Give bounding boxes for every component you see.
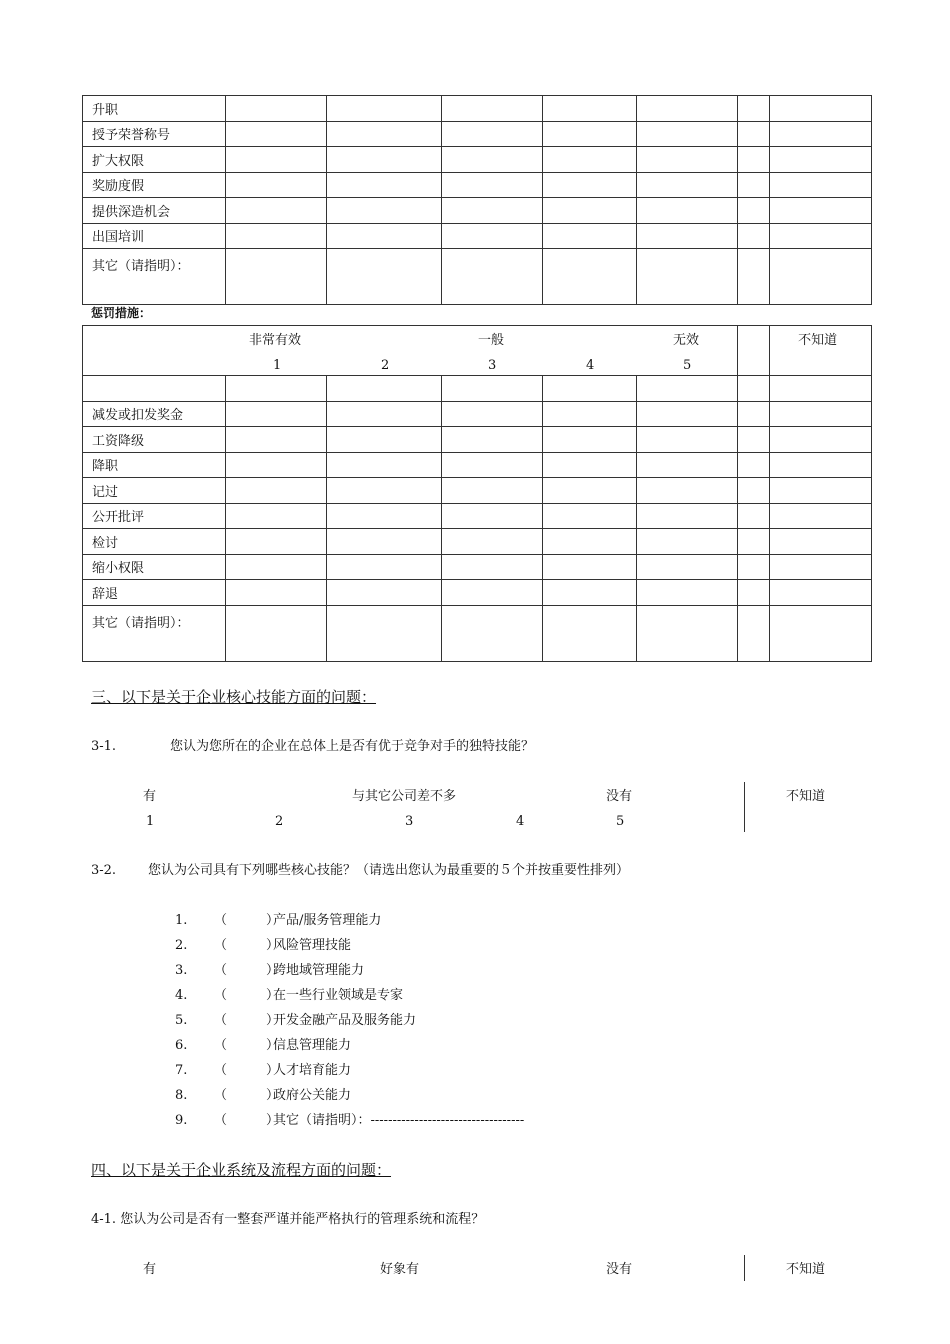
option-text: 产品/服务管理能力 <box>273 913 382 928</box>
scale-number: 4 <box>586 358 595 373</box>
row-label: 升职 <box>83 96 226 122</box>
table-row <box>83 503 872 529</box>
table-row-other <box>83 605 872 661</box>
row-label: 辞退 <box>83 580 226 606</box>
table-row <box>83 96 872 122</box>
question-3-1-text: 您认为您所在的企业在总体上是否有优于竞争对手的独特技能？ <box>170 739 535 754</box>
option-number: 1. <box>175 913 188 928</box>
table-row <box>83 223 872 249</box>
scale-label-very-effective: 非常有效 <box>249 333 302 348</box>
option-text: 政府公关能力 <box>273 1088 352 1103</box>
option-number: 2. <box>175 938 188 953</box>
scale-label-dont-know[interactable]: 不知道 <box>786 789 826 804</box>
scale-label-yes[interactable]: 有 <box>143 789 157 804</box>
option-number: 5. <box>175 1013 188 1028</box>
table-row <box>83 401 872 427</box>
option-text: 人才培育能力 <box>273 1063 352 1078</box>
table-row <box>83 147 872 173</box>
option-number: 6. <box>175 1038 188 1053</box>
table-row <box>83 529 872 555</box>
row-label: 提供深造机会 <box>83 198 226 224</box>
scale-label-no[interactable]: 没有 <box>606 1262 633 1277</box>
option-text: 风险管理技能 <box>273 938 352 953</box>
row-label: 检讨 <box>83 529 226 555</box>
scale-header-row <box>83 326 872 376</box>
table-row <box>83 478 872 504</box>
option-number: 9. <box>175 1113 188 1128</box>
section-4-title: 四、以下是关于企业系统及流程方面的问题： <box>91 1161 392 1179</box>
punish-heading: 惩罚措施： <box>91 306 152 320</box>
row-label: 缩小权限 <box>83 554 226 580</box>
table-row <box>83 580 872 606</box>
scale-label-dont-know: 不知道 <box>798 333 838 348</box>
scale-number[interactable]: 3 <box>405 814 414 829</box>
row-label: 降职 <box>83 452 226 478</box>
table-row <box>83 172 872 198</box>
option-number: 8. <box>175 1088 188 1103</box>
row-label-other: 其它（请指明）： <box>83 605 226 661</box>
section-3-title: 三、以下是关于企业核心技能方面的问题： <box>91 688 377 706</box>
table-row-blank <box>83 376 872 402</box>
option-number: 7. <box>175 1063 188 1078</box>
table-row <box>83 198 872 224</box>
option-text: 信息管理能力 <box>273 1038 352 1053</box>
row-label-other: 其它（请指明）： <box>83 249 226 305</box>
row-label: 奖励度假 <box>83 172 226 198</box>
option-number: 4. <box>175 988 188 1003</box>
rank-blank[interactable]: （ ） <box>214 913 280 928</box>
scale-divider <box>744 782 745 832</box>
option-text: 开发金融产品及服务能力 <box>273 1013 417 1028</box>
row-label: 减发或扣发奖金 <box>83 401 226 427</box>
scale-label-seems-yes[interactable]: 好象有 <box>380 1262 420 1277</box>
rank-blank[interactable]: （ ） <box>214 988 280 1003</box>
row-label: 公开批评 <box>83 503 226 529</box>
scale-number: 2 <box>381 358 390 373</box>
option-text: 在一些行业领域是专家 <box>273 988 404 1003</box>
option-text: 其它（请指明）：----------------------------------- <box>273 1113 525 1128</box>
question-3-2-number: 3-2. <box>91 863 117 878</box>
question-3-2-text: 您认为公司具有下列哪些核心技能？（请选出您认为最重要的５个并按重要性排列） <box>148 863 630 878</box>
rank-blank[interactable]: （ ） <box>214 1013 280 1028</box>
scale-header-dont-know <box>770 326 872 376</box>
row-label: 扩大权限 <box>83 147 226 173</box>
table-row-other <box>83 249 872 305</box>
row-label: 授予荣誉称号 <box>83 121 226 147</box>
scale-divider <box>744 1255 745 1281</box>
option-text: 跨地域管理能力 <box>273 963 365 978</box>
rank-blank[interactable]: （ ） <box>214 1038 280 1053</box>
row-label: 工资降级 <box>83 427 226 453</box>
table-row <box>83 121 872 147</box>
scale-label-no[interactable]: 没有 <box>606 789 633 804</box>
question-3-1-number: 3-1. <box>91 739 117 754</box>
scale-label-average: 一般 <box>478 333 505 348</box>
option-number: 3. <box>175 963 188 978</box>
row-label: 记过 <box>83 478 226 504</box>
table-row <box>83 452 872 478</box>
rank-blank[interactable]: （ ） <box>214 1113 280 1128</box>
question-4-1-text: 4-1. 您认为公司是否有一整套严谨并能严格执行的管理系统和流程？ <box>91 1212 485 1227</box>
scale-label-ineffective: 无效 <box>673 333 700 348</box>
scale-number[interactable]: 4 <box>516 814 525 829</box>
rank-blank[interactable]: （ ） <box>214 1063 280 1078</box>
rewards-table <box>82 95 872 305</box>
scale-label-yes[interactable]: 有 <box>143 1262 157 1277</box>
table-row <box>83 554 872 580</box>
scale-label-similar[interactable]: 与其它公司差不多 <box>352 789 457 804</box>
rank-blank[interactable]: （ ） <box>214 938 280 953</box>
scale-label-dont-know[interactable]: 不知道 <box>786 1262 826 1277</box>
scale-number[interactable]: 5 <box>616 814 625 829</box>
row-label: 出国培训 <box>83 223 226 249</box>
table-row <box>83 427 872 453</box>
scale-number: 3 <box>488 358 497 373</box>
rank-blank[interactable]: （ ） <box>214 1088 280 1103</box>
scale-number: 5 <box>683 358 692 373</box>
scale-number: 1 <box>273 358 282 373</box>
scale-header <box>83 326 738 376</box>
scale-number[interactable]: 1 <box>146 814 155 829</box>
rank-blank[interactable]: （ ） <box>214 963 280 978</box>
punishment-table <box>82 325 872 662</box>
scale-number[interactable]: 2 <box>275 814 284 829</box>
